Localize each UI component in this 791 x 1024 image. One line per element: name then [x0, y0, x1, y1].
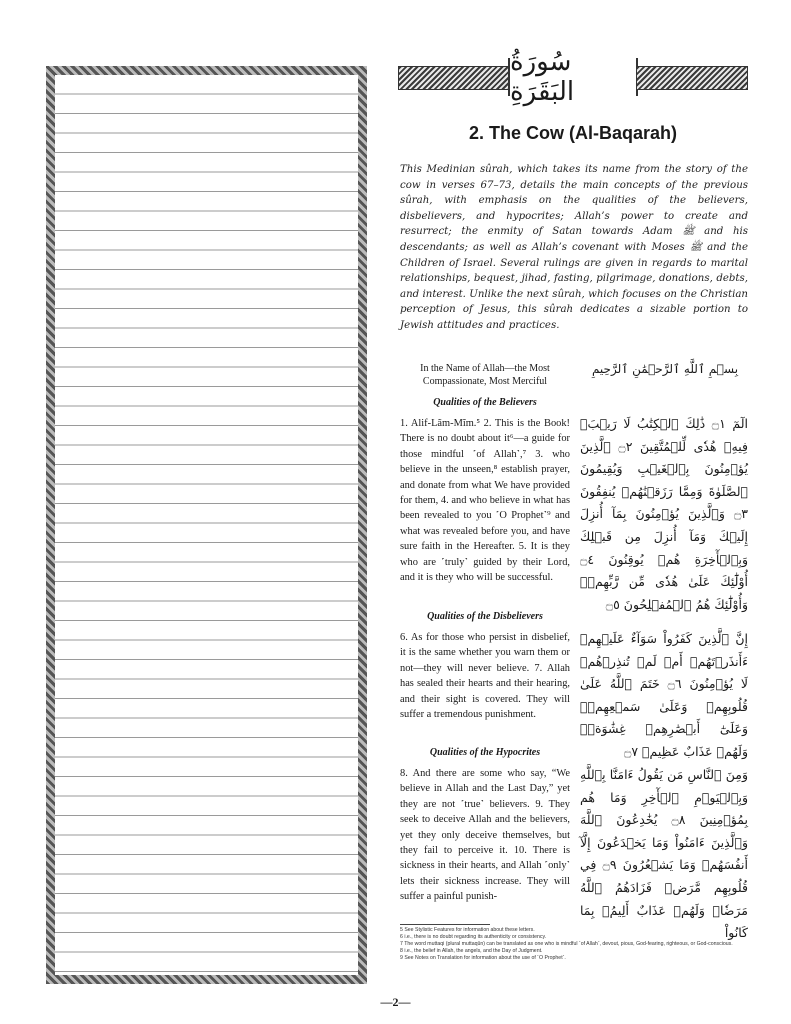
footnote-divider — [400, 924, 490, 925]
footnote-9: 9 See Notes on Translation for information about the use of ˹O Prophet˺. — [400, 955, 566, 961]
section-heading-believers: Qualities of the Believers — [433, 397, 537, 408]
surah-header-banner — [398, 47, 748, 107]
arabic-believers: الٓمٓ ۝١ ذَٰلِكَ ٱلۡكِتَٰبُ لَا رَيۡبَۛ فِيهِۛ هُدٗى لِّلۡمُتَّقِينَ ۝٢ ٱلَّذِينَ يُؤۡمِنُونَ بِٱلۡغَيۡبِ وَيُقِيمُونَ ٱلصَّلَوٰةَ وَمِمَّا رَزَقۡنَٰهُمۡ يُنفِقُونَ ۝٣ وَٱلَّذِينَ يُؤۡمِنُونَ بِمَآ أُنزِلَ إِلَيۡكَ وَمَآ أُنزِلَ مِن قَبۡلِكَ وَبِٱلۡأٓخِرَةِ هُمۡ يُوقِنُونَ ۝٤ أُوْلَٰٓئِكَ عَلَىٰ هُدٗى مِّن رَّبِّهِمۡۖ وَأُوْلَٰٓئِكَ هُمُ ٱلۡمُفۡلِحُونَ ۝٥ — [580, 416, 748, 612]
translation-hypocrites: 8. And there are some who say, “We believe in Allah and the Last Day,” yet they are not ˹true˺ believers. 9. They seek to deceive Allah and the believers, yet they only deceive themselves, but they fail to perceive it. 10. There is sickness in their hearts, and Allah ˹only˺ lets their sickness increase. They will suffer a painful punish- — [400, 768, 570, 903]
footnote-8: 8 i.e., the belief in Allah, the angels, and the Day of Judgment. — [400, 948, 543, 954]
surah-introduction: This Medinian sûrah, which takes its name from the story of the cow in verses 67–73, details the main concepts of the previous sûrah, with emphasis on the qualities of the believers, disbelievers, and hypocrites; Allah’s power to create and resurrect; the enmity of Satan towards Adam ﷺ and his descendants; as well as Allah’s covenant with Moses ﷺ and the Children of Israel. Several rulings are given in regards to marital relationships, bequest, jihad, fasting, pilgrimage, donations, debts, and interest. Unlike the next sûrah, which focuses on the Christian perception of Jesus, this sûrah dedicates a sizable portion to Jewish attitudes and practices. — [400, 164, 748, 331]
footnotes — [400, 927, 748, 962]
footnote-5: 5 See Stylistic Features for information about these letters. — [400, 927, 535, 933]
section-heading-hypocrites: Qualities of the Hypocrites — [429, 747, 541, 758]
surah-calligraphy: سُورَةُ البَقَرَةِ — [508, 58, 638, 96]
translation-believers: 1. Alif-Lãm-Mĩm.⁵ 2. This is the Book! There is no doubt about it⁶—a guide for those mindful ˹of Allah˺,⁷ 3. who believe in the unseen,⁸ establish prayer, and donate from what We have provided for them, 4. and who believe in what has been revealed to you ˹O Prophet˺⁹ and what was revealed before you, and have sure faith in the Hereafter. 5. It is they who are ˹truly˺ guided by their Lord, and it is they who will be successful. — [400, 418, 570, 584]
footnote-7: 7 The word muttaqi (plural muttaqûn) can be translated as one who is mindful ˹of Allah˺, devout, pious, God-fearing, righteous, or God-conscious. — [400, 941, 733, 947]
page-number: —2— — [380, 995, 411, 1009]
page-title: 2. The Cow (Al-Baqarah) — [468, 123, 678, 143]
basmala-english: In the Name of Allah—the Most Compassionate, Most Merciful — [420, 363, 550, 387]
notes-lined-frame — [46, 66, 367, 984]
section-heading-disbelievers: Qualities of the Disbelievers — [427, 611, 543, 622]
ornament-left — [398, 66, 510, 90]
ornament-right — [636, 66, 748, 90]
basmala-arabic: بِسۡمِ ٱللَّهِ ٱلرَّحۡمَٰنِ ٱلرَّحِيمِ — [591, 362, 739, 376]
arabic-disbelievers: إِنَّ ٱلَّذِينَ كَفَرُواْ سَوَآءٌ عَلَيۡهِمۡ ءَأَنذَرۡتَهُمۡ أَمۡ لَمۡ تُنذِرۡهُمۡ لَا يُؤۡمِنُونَ ۝٦ خَتَمَ ٱللَّهُ عَلَىٰ قُلُوبِهِمۡ وَعَلَىٰ سَمۡعِهِمۡۖ وَعَلَىٰٓ أَبۡصَٰرِهِمۡ غِشَٰوَةٞۖ وَلَهُمۡ عَذَابٌ عَظِيمٞ ۝٧ — [580, 631, 748, 759]
translation-disbelievers: 6. As for those who persist in disbelief, it is the same whether you warn them or not—they will never believe. 7. Allah has sealed their hearts and their hearing, and their sight is covered. They will suffer a tremendous punishment. — [400, 632, 570, 721]
footnote-6: 6 i.e., there is no doubt regarding its authenticity or consistency. — [400, 934, 547, 940]
arabic-hypocrites: وَمِنَ ٱلنَّاسِ مَن يَقُولُ ءَامَنَّا بِٱللَّهِ وَبِٱلۡيَوۡمِ ٱلۡأٓخِرِ وَمَا هُم بِمُؤۡمِنِينَ ۝٨ يُخَٰدِعُونَ ٱللَّهَ وَٱلَّذِينَ ءَامَنُواْ وَمَا يَخۡدَعُونَ إِلَّآ أَنفُسَهُمۡ وَمَا يَشۡعُرُونَ ۝٩ فِي قُلُوبِهِم مَّرَضٞ فَزَادَهُمُ ٱللَّهُ مَرَضٗاۖ وَلَهُمۡ عَذَابٌ أَلِيمُۢ بِمَا كَانُواْ — [580, 767, 748, 941]
